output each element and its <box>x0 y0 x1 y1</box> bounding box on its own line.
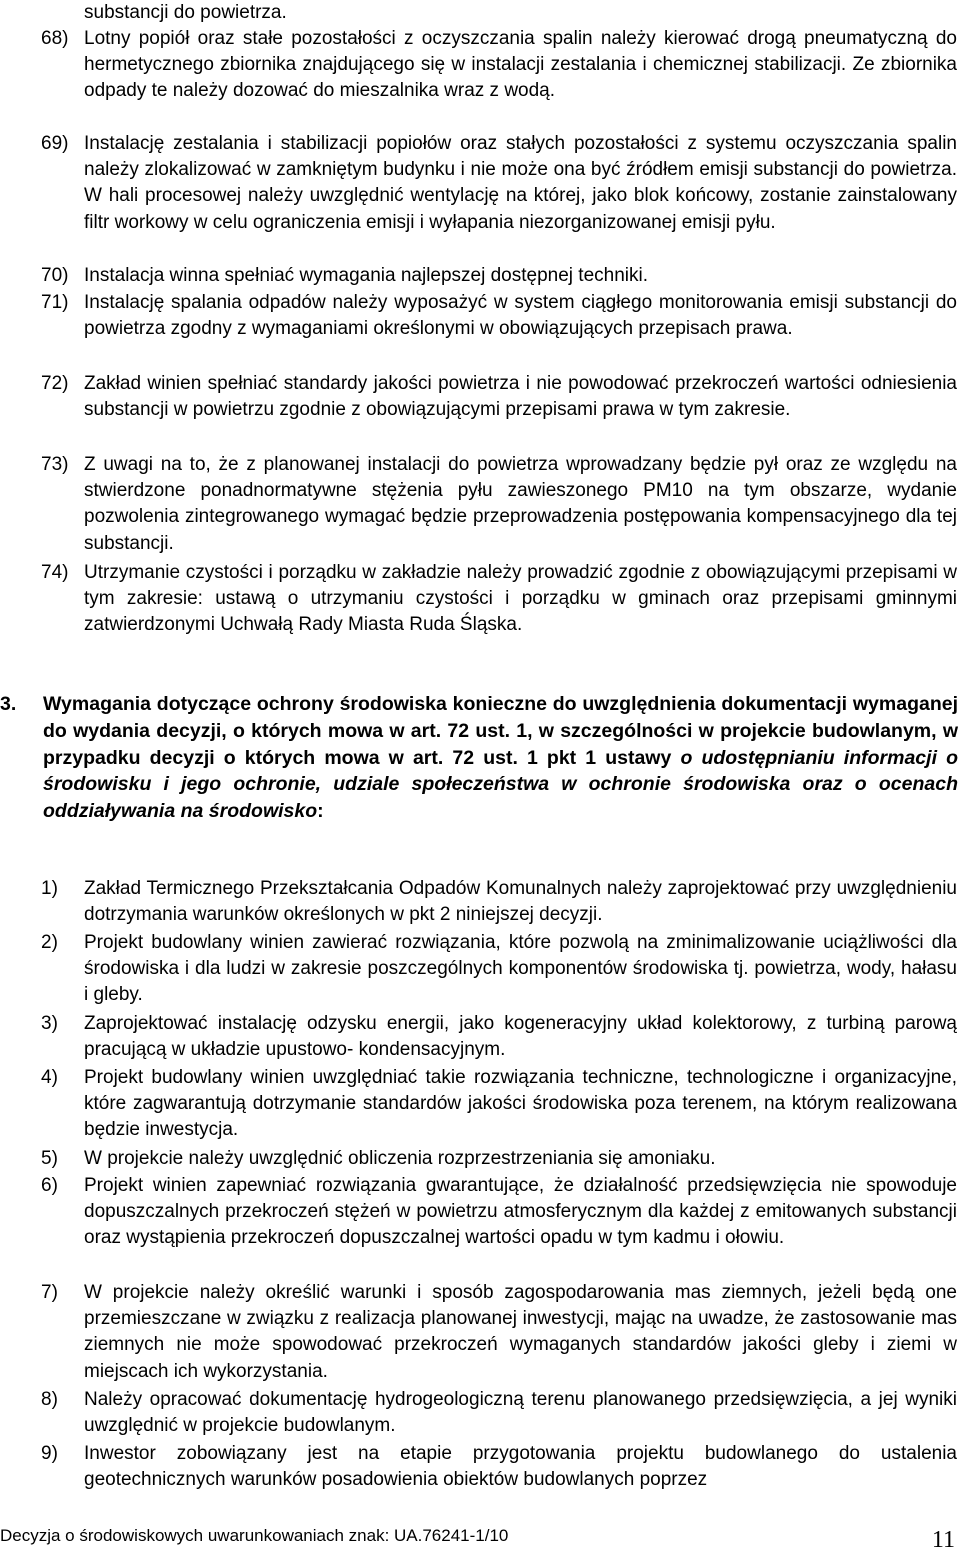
section-heading <box>0 691 958 825</box>
item-text: Zakład Termicznego Przekształcania Odpadów Komunalnych należy zaprojektować przy uwzględnieniu dotrzymania warunków określonych w pkt 2 niniejszej decyzji. <box>84 878 957 926</box>
item-text: Inwestor zobowiązany jest na etapie przygotowania projektu budowlanego do ustalenia geotechnicznych warunków posadowienia obiektów budowlanych poprzez <box>84 1443 957 1491</box>
item-number: 5) <box>41 1148 58 1169</box>
item-text: Zaprojektować instalację odzysku energii, jako kogeneracyjny układ kolektorowy, z turbiną parową pracującą w układzie upustowo- kondensacyjnym. <box>84 1013 957 1061</box>
item-text: Instalację zestalania i stabilizacji popiołów oraz stałych pozostałości z systemu oczyszczania spalin należy zlokalizować w zamkniętym budynku i nie może ona być źródłem emisji substancji do powietrza. W hali procesowej należy uwzględnić wentylację na której, jako blok końcowy, zostanie zainstalowany filtr workowy w celu ograniczenia emisji i wyłapania niezorganizowanej emisji pyłu. <box>84 133 957 233</box>
item-number: 68) <box>41 28 69 49</box>
list-item-70 <box>41 263 957 289</box>
list-item-74 <box>41 560 957 639</box>
list-item-3 <box>41 1011 957 1063</box>
item-text: Z uwagi na to, że z planowanej instalacji do powietrza wprowadzany będzie pył oraz ze względu na stwierdzone ponadnormatywne stężenia pyłu zawieszonego PM10 na tym obszarze, wydanie pozwolenia zintegrowanego wymagać będzie przeprowadzenia postępowania kompensacyjnego dla tej substancji. <box>84 454 957 554</box>
item-number: 74) <box>41 562 69 583</box>
section-number: 3. <box>0 693 17 715</box>
section-title <box>0 691 958 825</box>
list-item-5 <box>41 1146 957 1172</box>
item-text: Należy opracować dokumentację hydrogeologiczną terenu planowanego przedsięwzięcia, a jej wyniki uwzględnić w projekcie budowlanym. <box>84 1389 957 1437</box>
list-item-69 <box>41 131 957 236</box>
list-item-68 <box>41 26 957 105</box>
list-item-71 <box>41 290 957 342</box>
item-number: 72) <box>41 373 69 394</box>
list-item-9 <box>41 1441 957 1493</box>
item-number: 70) <box>41 265 69 286</box>
item-text: Lotny popiół oraz stałe pozostałości z oczyszczania spalin należy kierować drogą pneumatyczną do hermetycznego zbiornika znajdującego się w instalacji zestalania i chemicznej stabilizacji. Ze zbiornika odpady te należy dozować do mieszalnika wraz z wodą. <box>84 28 957 102</box>
page-number: 11 <box>931 1527 955 1553</box>
section-title-end: : <box>317 800 324 823</box>
list-item-2 <box>41 930 957 1009</box>
item-number: 3) <box>41 1013 58 1034</box>
item-text: Zakład winien spełniać standardy jakości powietrza i nie powodować przekroczeń wartości odniesienia substancji w powietrzu zgodnie z obowiązującymi przepisami prawa w tym zakresie. <box>84 373 957 421</box>
item-number: 2) <box>41 932 58 953</box>
list-item-4 <box>41 1065 957 1144</box>
section-title-bold: Wymagania dotyczące ochrony środowiska konieczne do uwzględnienia dokumentacji wymaganej do wydania decyzji, o których mowa w art. 72 ust. 1, w szczególności w projekcie budowlanym, w przypadku decyzji o których mowa w art. 72 ust. 1 pkt 1 ustawy <box>43 693 958 769</box>
list-item-8 <box>41 1387 957 1439</box>
item-text: W projekcie należy uwzględnić obliczenia rozprzestrzeniania się amoniaku. <box>84 1148 716 1169</box>
list-item-6 <box>41 1173 957 1252</box>
section-title-italic: o udostępnianiu informacji o środowisku i jego ochronie, udziale społeczeństwa w ochronie środowiska oraz o ocenach oddziaływania na środowisko <box>43 746 959 823</box>
item-number: 8) <box>41 1389 58 1410</box>
item-number: 4) <box>41 1067 58 1088</box>
item-number: 73) <box>41 454 69 475</box>
item-number: 9) <box>41 1443 58 1464</box>
item-text: Projekt budowlany winien uwzględniać takie rozwiązania techniczne, technologiczne i organizacyjne, które zagwarantują dotrzymanie standardów jakości środowiska poza terenem, na którym realizowana będzie inwestycja. <box>84 1067 957 1141</box>
item-number: 7) <box>41 1282 58 1303</box>
item-text: Projekt winien zapewniać rozwiązania gwarantujące, że działalność przedsięwzięcia nie spowoduje dopuszczalnych przekroczeń stężeń w powietrzu atmosferycznym dla każdej z emitowanych substancji oraz wystąpienia przekroczeń dopuszczalnej wartości opadu w tym kadmu i ołowiu. <box>84 1175 957 1249</box>
continuation-text: substancji do powietrza. <box>84 2 287 23</box>
item-text: W projekcie należy określić warunki i sposób zagospodarowania mas ziemnych, jeżeli będą one przemieszczane w związku z realizacja planowanej inwestycji, mając na uwadze, że zastosowanie mas ziemnych nie może spowodować przekroczeń wymaganych standardów jakości gleby i ziemi w miejscach ich wykorzystania. <box>84 1282 957 1382</box>
item-text: Instalację spalania odpadów należy wyposażyć w system ciągłego monitorowania emisji substancji do powietrza zgodny z wymaganiami określonymi w obowiązujących przepisach prawa. <box>84 292 957 340</box>
item-number: 71) <box>41 292 69 313</box>
list-item-73 <box>41 452 957 557</box>
list-item-1 <box>41 876 957 928</box>
item-number: 1) <box>41 878 58 899</box>
item-number: 6) <box>41 1175 58 1196</box>
item-text: Utrzymanie czystości i porządku w zakładzie należy prowadzić zgodnie z obowiązującymi przepisami w tym zakresie: ustawą o utrzymaniu czystości i porządku w gminach oraz przepisami gminnymi zatwierdzonymi Uchwałą Rady Miasta Ruda Śląska. <box>84 562 957 636</box>
item-number: 69) <box>41 133 69 154</box>
footer-decision-reference: Decyzja o środowiskowych uwarunkowaniach znak: UA.76241-1/10 <box>0 1526 509 1545</box>
list-item-72 <box>41 371 957 423</box>
item-text: Instalacja winna spełniać wymagania najlepszej dostępnej techniki. <box>84 265 648 286</box>
item-text: Projekt budowlany winien zawierać rozwiązania, które pozwolą na zminimalizowanie uciążliwości dla środowiska i dla ludzi w zakresie poszczególnych komponentów środowiska tj. powietrza, wody, hałasu i gleby. <box>84 932 957 1006</box>
list-item-7 <box>41 1280 957 1385</box>
